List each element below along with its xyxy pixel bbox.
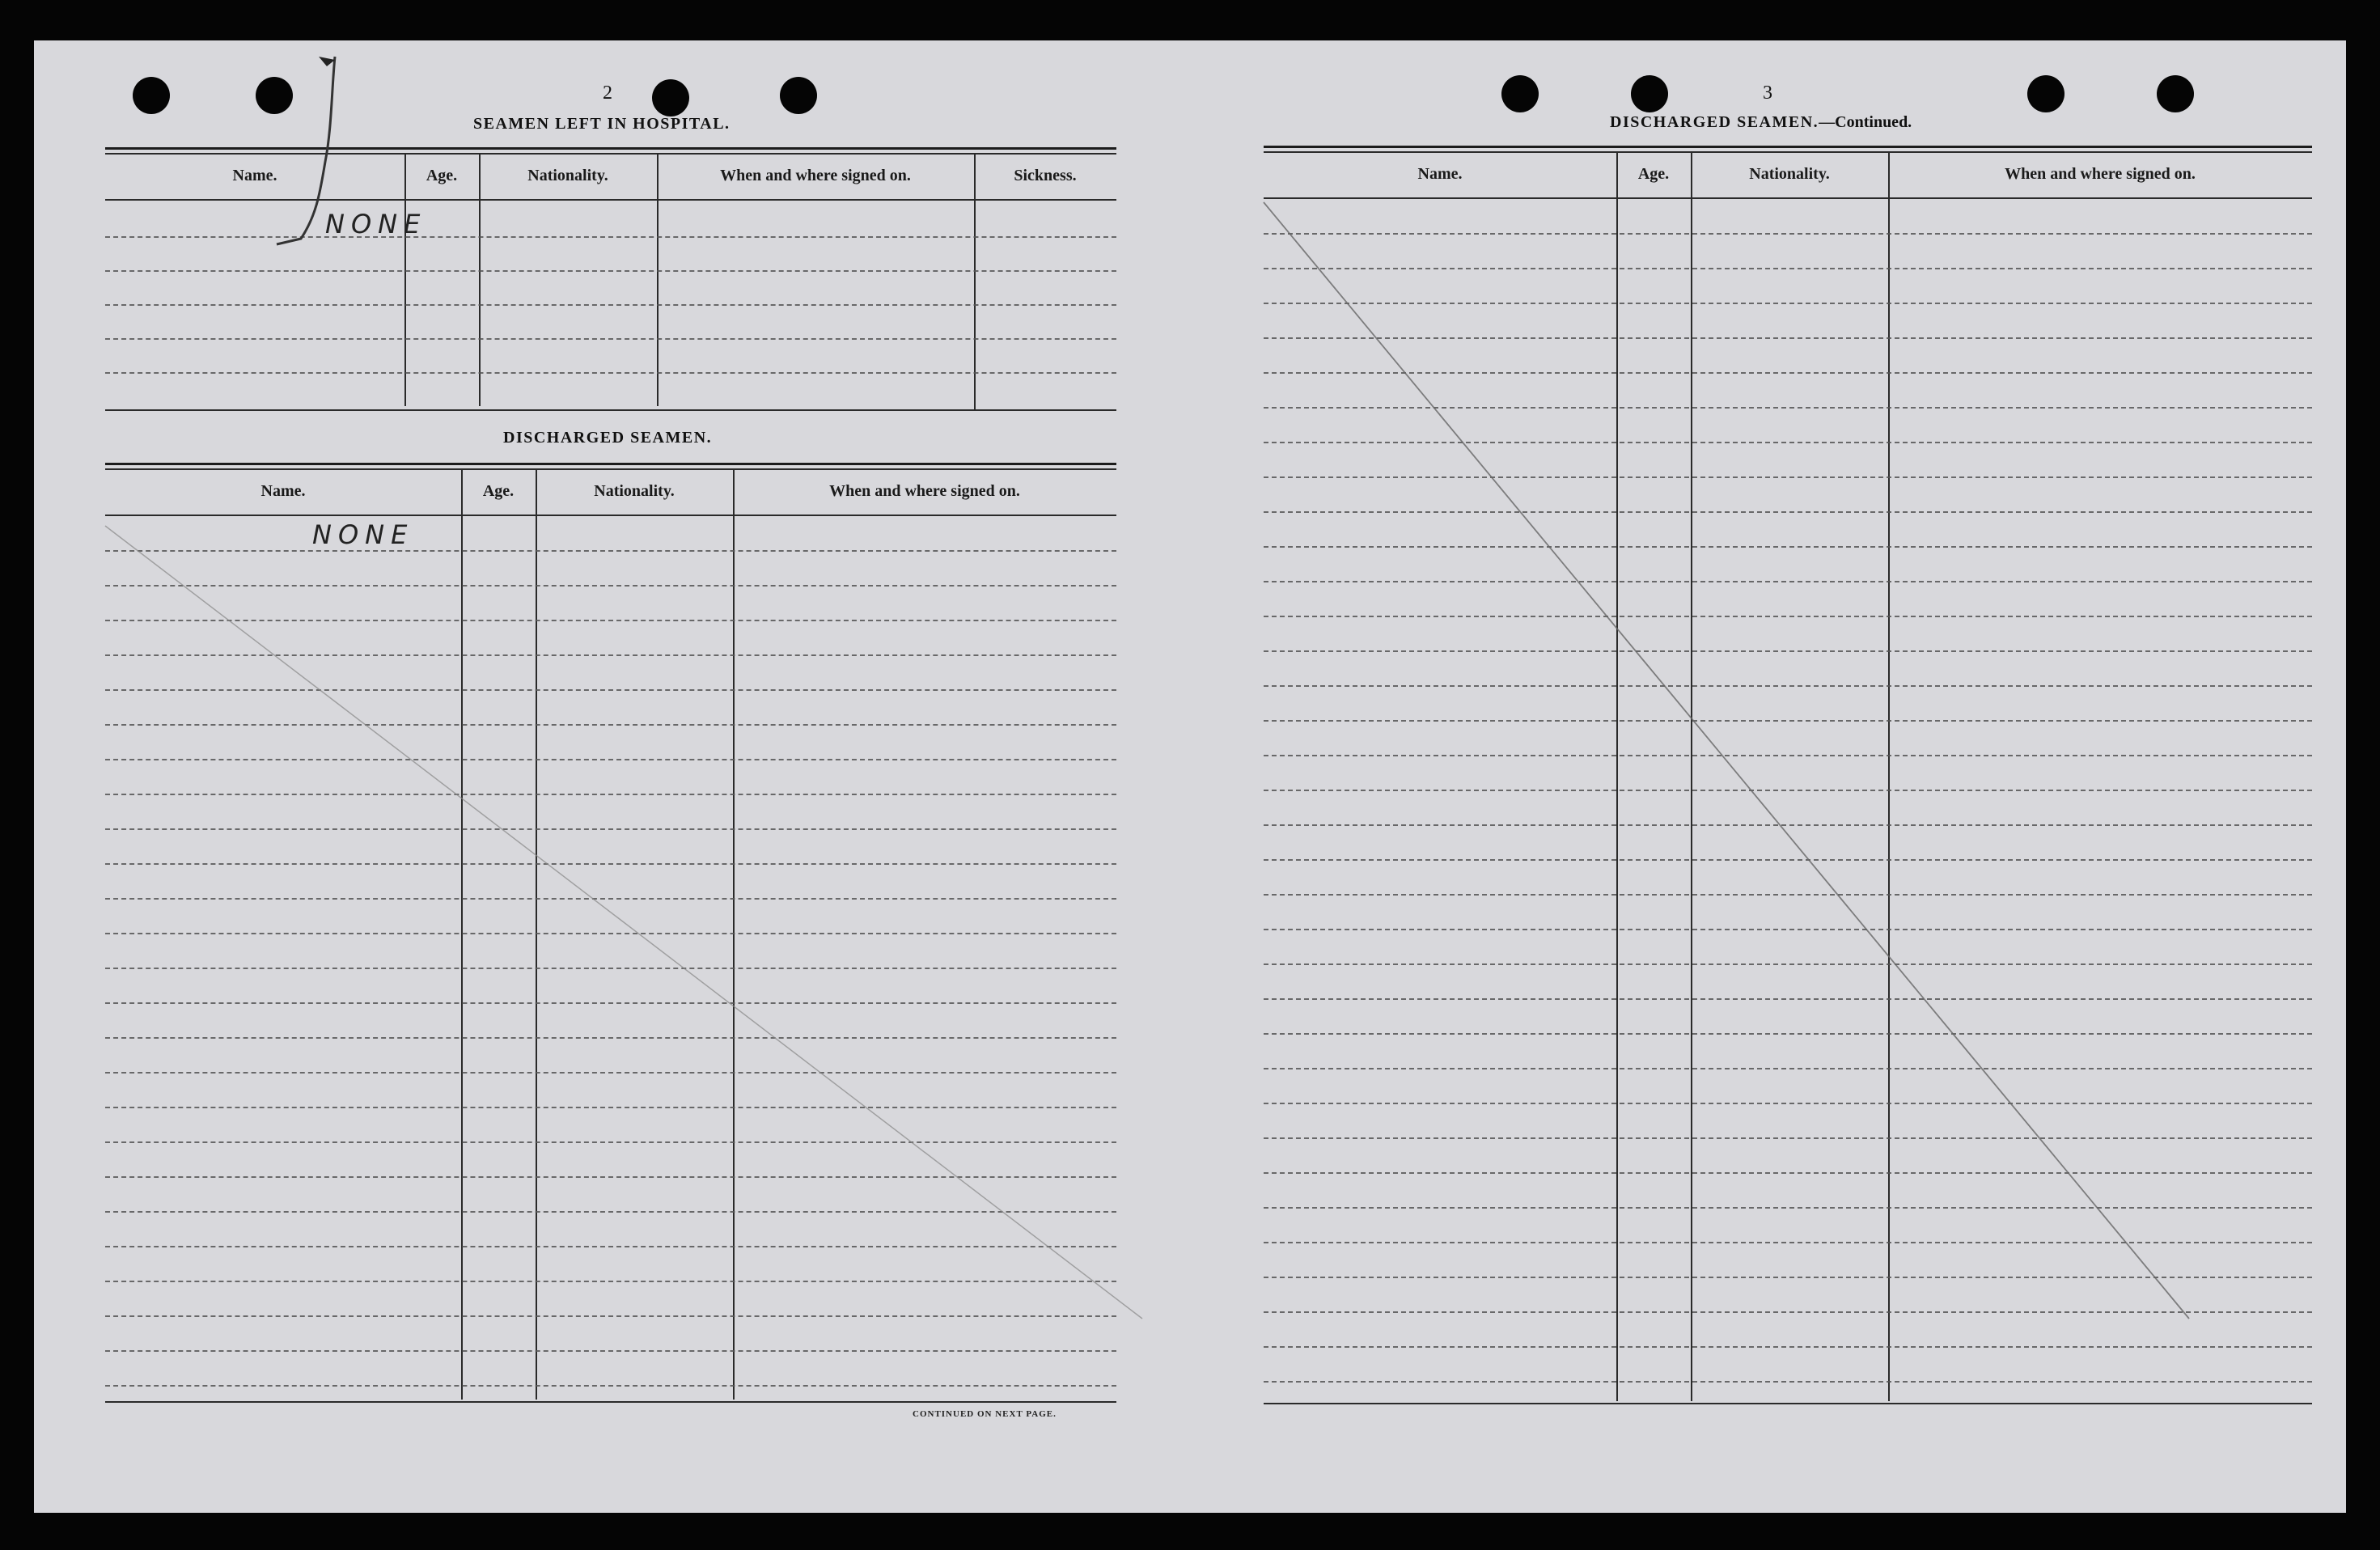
hospital-col-sickness: Sickness. xyxy=(1014,167,1077,184)
right-col-signed-on: When and where signed on. xyxy=(2005,165,2196,183)
discharged-col-nationality: Nationality. xyxy=(594,482,675,500)
discharged-section-title: DISCHARGED SEAMEN. xyxy=(503,429,713,447)
hospital-col-nationality: Nationality. xyxy=(527,167,608,184)
page-number-left: 2 xyxy=(603,83,612,104)
pencil-mark-hospital xyxy=(277,57,335,244)
discharged-continued-title-main: DISCHARGED SEAMEN. xyxy=(1610,113,1819,131)
right-col-nationality: Nationality. xyxy=(1749,165,1830,183)
pencil-strike-lines xyxy=(34,40,2346,1513)
hospital-col-name: Name. xyxy=(232,167,277,184)
right-col-age: Age. xyxy=(1637,165,1670,183)
hospital-col-signed-on: When and where signed on. xyxy=(720,167,911,184)
diagonal-strike-left xyxy=(105,526,1142,1319)
page-number-right: 3 xyxy=(1763,83,1772,104)
continued-footer: CONTINUED ON NEXT PAGE. xyxy=(913,1409,1057,1419)
hospital-section-title: SEAMEN LEFT IN HOSPITAL. xyxy=(473,115,731,133)
discharged-col-name: Name. xyxy=(260,482,306,500)
hospital-handwritten-entry: NONE xyxy=(325,209,427,239)
hospital-col-age: Age. xyxy=(426,167,458,184)
discharged-col-signed-on: When and where signed on. xyxy=(829,482,1020,500)
discharged-col-age: Age. xyxy=(482,482,515,500)
diagonal-strike-right xyxy=(1264,202,2189,1319)
document-sheet xyxy=(34,40,2346,1513)
discharged-handwritten-entry: NONE xyxy=(312,519,414,550)
discharged-continued-title-suffix: —Continued. xyxy=(1819,113,1912,131)
right-col-name: Name. xyxy=(1417,165,1463,183)
